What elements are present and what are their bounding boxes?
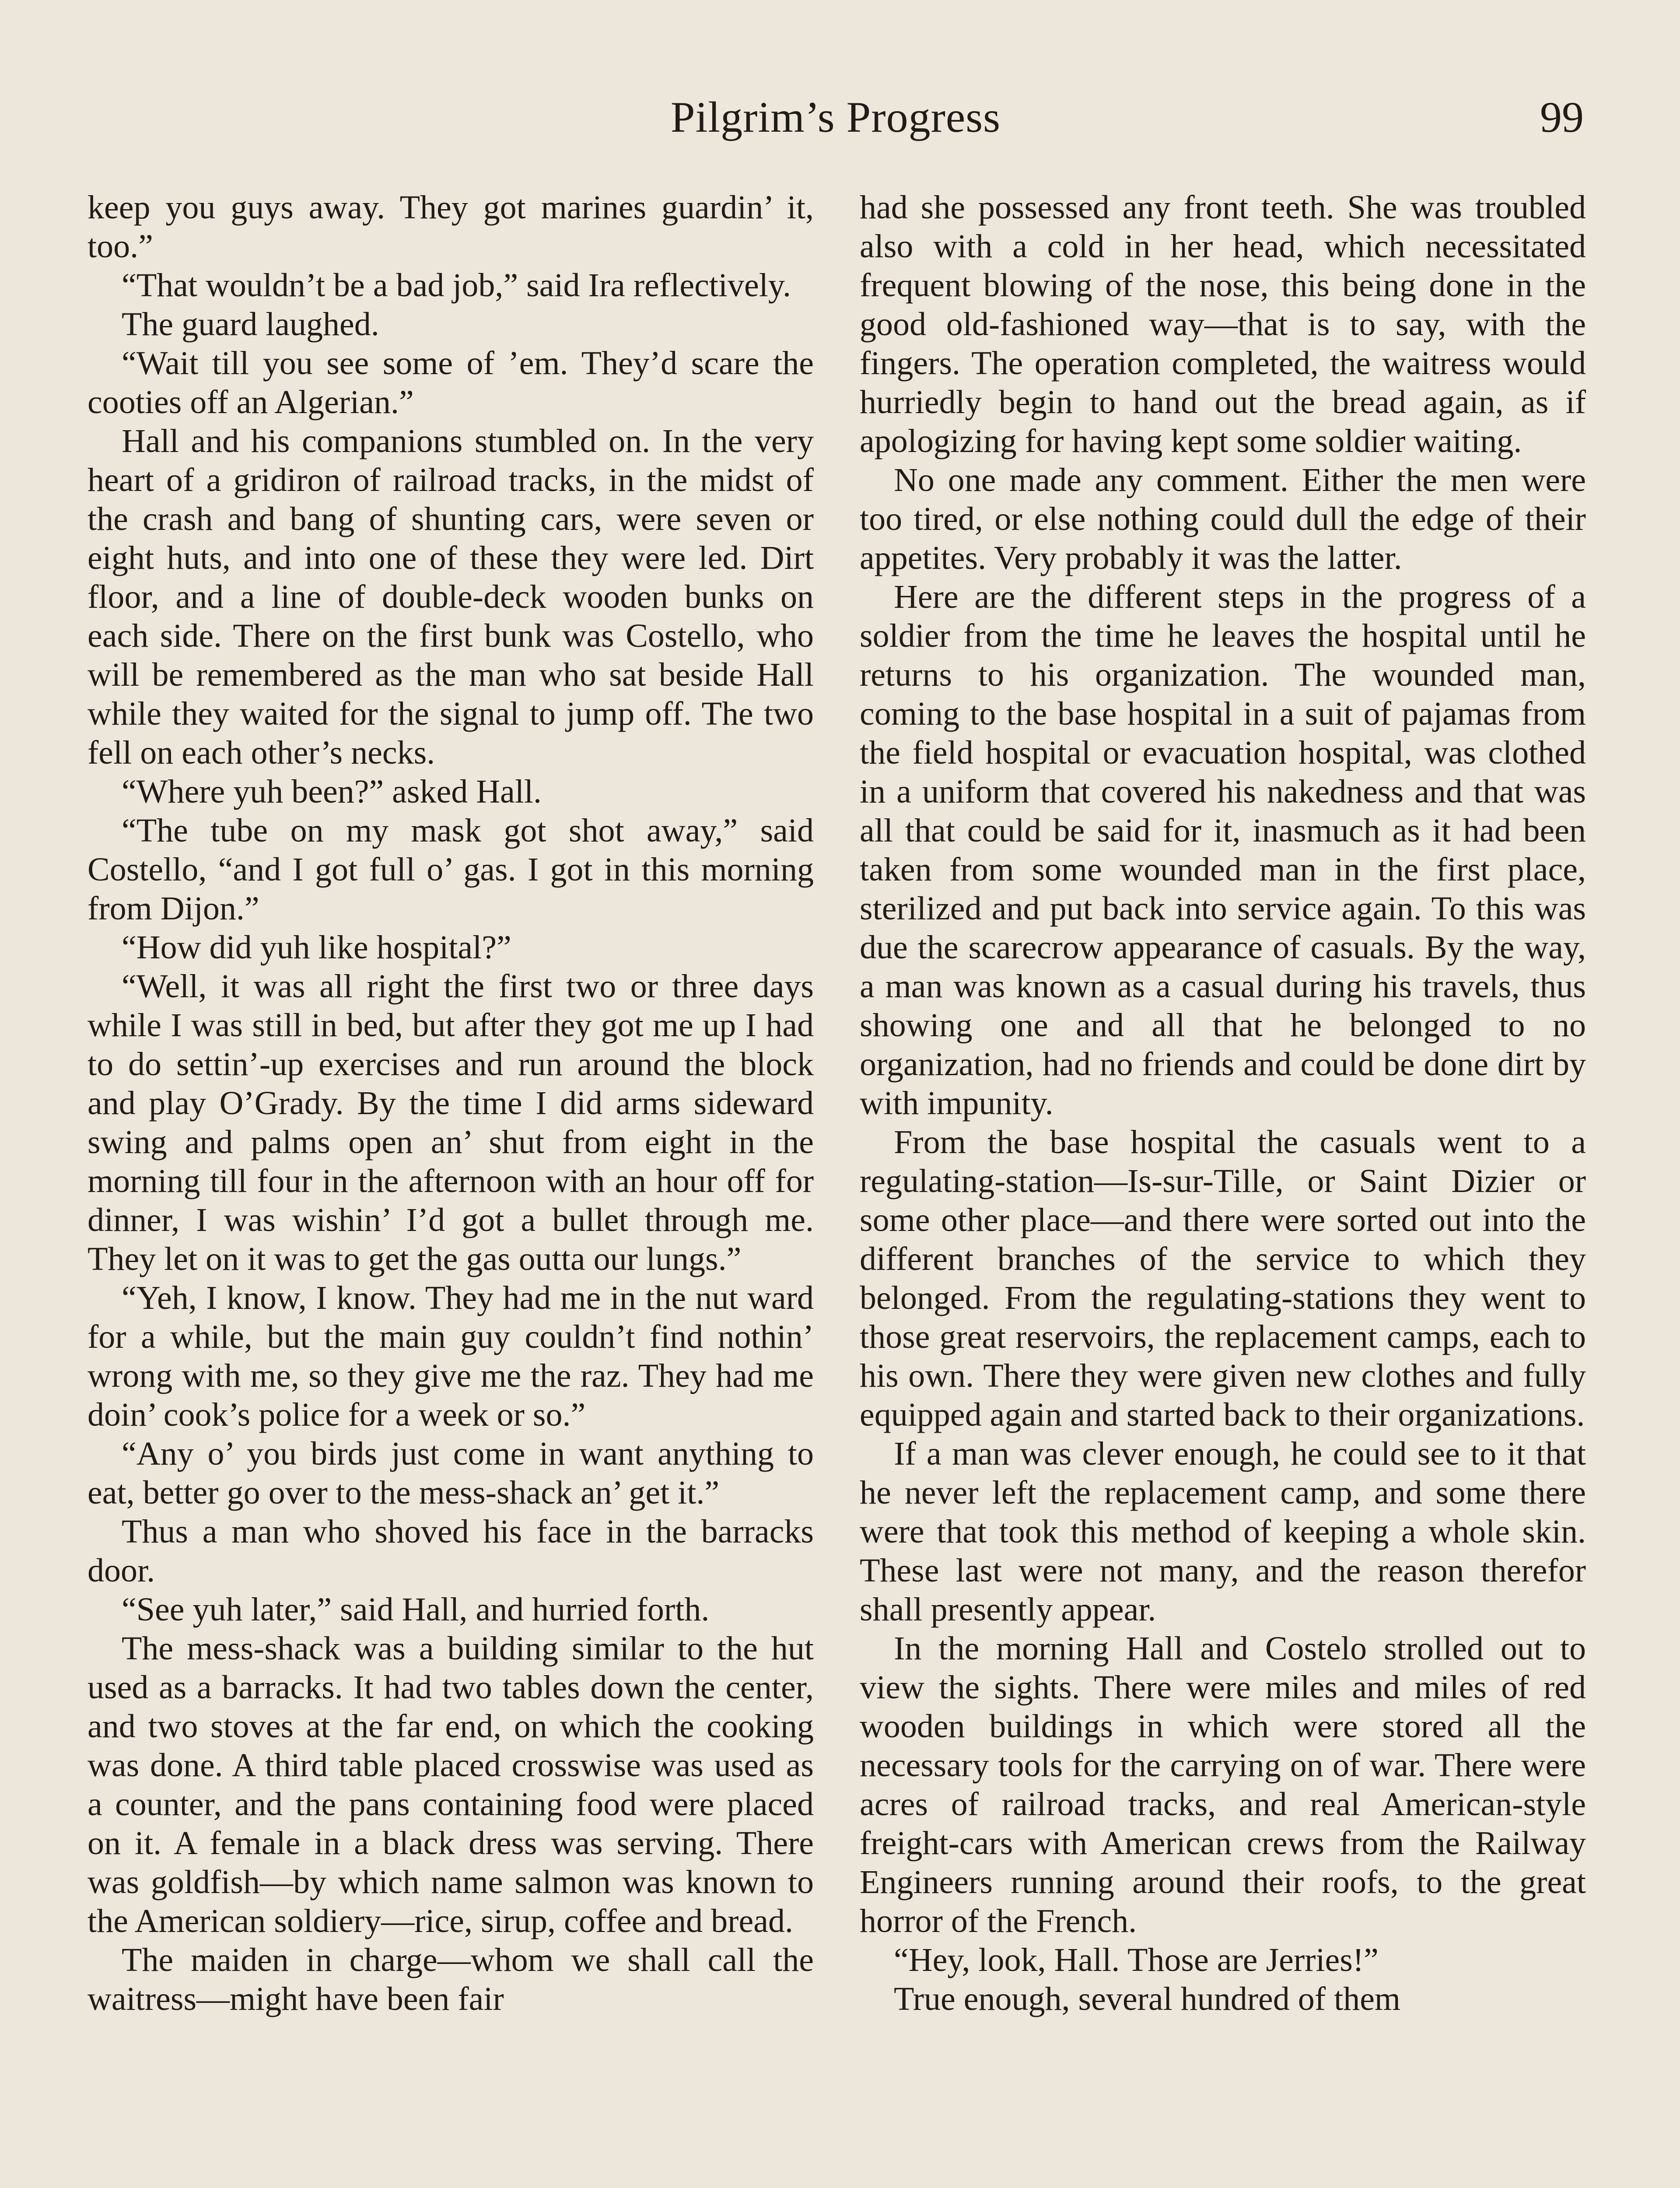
paragraph: Thus a man who shoved his face in the barracks door. [88,1513,814,1589]
paragraph: “Hey, look, Hall. Those are Jerries!” [894,1942,1379,1978]
paragraph: Hall and his companions stumbled on. In the very heart of a gridiron of railroad tracks, in the midst of the crash and bang of shunting cars, were seven or eight huts, and into one of these they were led. Dirt floor, and a line of double-deck wooden bunks on each side. There on the first bunk was Costello, who will be remembered as the man who sat beside Hall while they waited for the signal to jump off. The two fell on each other’s necks. [88,423,814,771]
left-column [88,188,814,2019]
paragraph: The mess-shack was a building similar to the hut used as a barracks. It had two tables down the center, and two stoves at the far end, on which the cooking was done. A third table placed crosswise was used as a counter, and the pans containing food were placed on it. A female in a black dress was serving. There was goldfish—by which name salmon was known to the American soldiery—rice, sirup, coffee and bread. [88,1630,814,1939]
paragraph: The guard laughed. [122,306,379,343]
paragraph: “How did yuh like hospital?” [122,929,511,966]
page-number: 99 [1540,93,1584,141]
paragraph: No one made any comment. Either the men were too tired, or else nothing could dull the edge of their appetites. Very probably it was the latter. [860,462,1586,576]
paragraph: had she possessed any front teeth. She was troubled also with a cold in her head, which necessitated frequent blowing of the nose, this being done in the good old-fashioned way—that is to say, with the fingers. The operation completed, the waitress would hurriedly begin to hand out the bread again, as if apologizing for having kept some soldier waiting. [860,189,1586,459]
paragraph: In the morning Hall and Costelo strolled out to view the sights. There were miles and miles of red wooden buildings in which were stored all the necessary tools for the carrying on of war. There were acres of railroad tracks, and real American-style freight-cars with American crews from the Railway Engineers running around their roofs, to the great horror of the French. [860,1630,1586,1939]
paragraph: Here are the different steps in the progress of a soldier from the time he leaves the hospital until he returns to his organization. The wounded man, coming to the base hospital in a suit of pajamas from the field hospital or evacuation hospital, was clothed in a uniform that covered his nakedness and that was all that could be said for it, inasmuch as it had been taken from some wounded man in the first place, sterilized and put back into service again. To this was due the scarecrow appearance of casuals. By the way, a man was known as a casual during his travels, thus showing one and all that he belonged to no organization, had no friends and could be done dirt by with impunity. [860,579,1586,1122]
paragraph: “See yuh later,” said Hall, and hurried forth. [122,1591,710,1628]
paragraph: If a man was clever enough, he could see to it that he never left the replacement camp, and some there were that took this method of keeping a whole skin. These last were not many, and the reason therefor shall presently appear. [860,1435,1586,1628]
paragraph: keep you guys away. They got marines guardin’ it, too.” [88,189,814,265]
paragraph: “The tube on my mask got shot away,” said Costello, “and I got full o’ gas. I got in this morning from Dijon.” [88,812,814,927]
paragraph: “Well, it was all right the first two or three days while I was still in bed, but after they got me up I had to do settin’-up exercises and run around the block and play O’Grady. By the time I did arms sideward swing and palms open an’ shut from eight in the morning till four in the afternoon with an hour off for dinner, I was wishin’ I’d got a bullet through me. They let on it was to get the gas outta our lungs.” [88,968,814,1277]
page-header [88,88,1584,153]
paragraph: “Yeh, I know, I know. They had me in the nut ward for a while, but the main guy couldn’t find nothin’ wrong with me, so they give me the raz. They had me doin’ cook’s police for a week or so.” [88,1280,814,1433]
paragraph: From the base hospital the casuals went to a regulating-station—Is-sur-Tille, or Saint Dizier or some other place—and there were sorted out into the different branches of the service to which they belonged. From the regulating-stations they went to those great reservoirs, the replacement camps, each to his own. There they were given new clothes and fully equipped again and started back to their organizations. [860,1124,1586,1433]
paragraph: “Where yuh been?” asked Hall. [122,773,542,810]
paragraph: “Any o’ you birds just come in want anything to eat, better go over to the mess-shack an’ get it.” [88,1435,814,1511]
paragraph: “Wait till you see some of ’em. They’d scare the cooties off an Algerian.” [88,345,814,421]
right-column [860,188,1586,2019]
paragraph: The maiden in charge—whom we shall call the waitress—might have been fair [88,1942,814,2017]
paragraph: True enough, several hundred of them [894,1981,1401,2017]
paragraph: “That wouldn’t be a bad job,” said Ira reflectively. [122,267,791,304]
running-head: Pilgrim’s Progress [670,93,1001,141]
